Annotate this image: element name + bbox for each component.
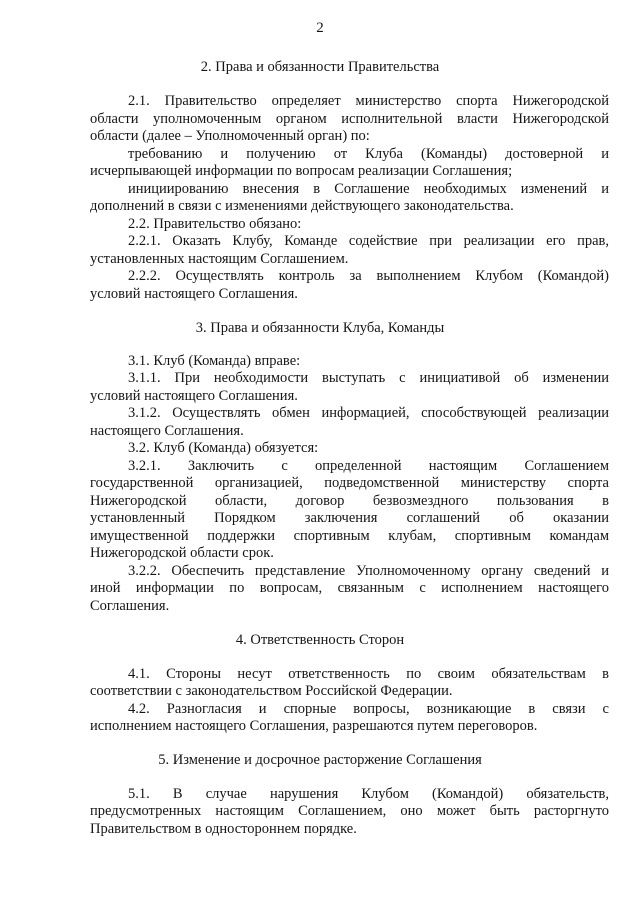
section-heading: 4. Ответственность Сторон	[235, 632, 405, 648]
text-line: 2.2. Правительство обязано:	[128, 216, 302, 232]
text-line: 3.1.2. Осуществлять обмен информацией, способствующей реализации	[128, 405, 609, 421]
text-line: государственной организацией, подведомственной министерству спорта	[90, 475, 609, 491]
text-line: 3.2.1. Заключить с определенной настоящим Соглашением	[128, 458, 609, 474]
section-heading: 3. Права и обязанности Клуба, Команды	[195, 320, 445, 336]
text-line: условий настоящего Соглашения.	[90, 286, 298, 302]
text-line: 3.1.1. При необходимости выступать с инициативой об изменении	[128, 370, 609, 386]
text-line: настоящего Соглашения.	[90, 423, 244, 439]
page-number: 2	[316, 20, 324, 36]
text-line: установленных настоящим Соглашением.	[90, 251, 349, 267]
text-line: области (далее – Уполномоченный орган) по:	[90, 128, 370, 144]
text-line: дополнений в связи с изменениями действующего законодательства.	[90, 198, 514, 214]
text-line: предусмотренных настоящим Соглашением, оно может быть расторгнуто	[90, 803, 609, 819]
text-line: 3.1. Клуб (Команда) вправе:	[128, 353, 301, 369]
text-line: соответствии с законодательством Российской Федерации.	[90, 683, 453, 699]
section-heading: 5. Изменение и досрочное расторжение Соглашения	[158, 752, 482, 768]
text-line: области уполномоченным органом исполнительной власти Нижегородской	[90, 111, 609, 127]
text-line: 2.2.2. Осуществлять контроль за выполнением Клубом (Командой)	[128, 268, 609, 284]
text-line: условий настоящего Соглашения.	[90, 388, 298, 404]
text-line: требованию и получению от Клуба (Команды) достоверной и	[128, 146, 609, 162]
text-line: 3.2.2. Обеспечить представление Уполномоченному органу сведений и	[128, 563, 609, 579]
text-line: 5.1. В случае нарушения Клубом (Командой) обязательств,	[128, 786, 609, 802]
text-line: 4.2. Разногласия и спорные вопросы, возникающие в связи с	[128, 701, 609, 717]
text-line: 2.1. Правительство определяет министерство спорта Нижегородской	[128, 93, 609, 109]
text-line: Нижегородской области срок.	[90, 545, 274, 561]
text-line: установленный Порядком заключения соглашений об оказании	[90, 510, 609, 526]
text-line: 4.1. Стороны несут ответственность по своим обязательствам в	[128, 666, 609, 682]
text-line: иной информации по вопросам, связанным с исполнением настоящего	[90, 580, 609, 596]
text-line: имущественной поддержки спортивным клубам, спортивным командам	[90, 528, 609, 544]
text-line: Правительством в одностороннем порядке.	[90, 821, 357, 837]
text-line: 2.2.1. Оказать Клубу, Команде содействие при реализации его прав,	[128, 233, 609, 249]
text-line: исполнением настоящего Соглашения, разрешаются путем переговоров.	[90, 718, 538, 734]
text-line: исчерпывающей информации по вопросам реализации Соглашения;	[90, 163, 513, 179]
text-line: Нижегородской области, договор безвозмездного пользования в	[90, 493, 609, 509]
section-heading: 2. Права и обязанности Правительства	[200, 59, 440, 75]
text-line: Соглашения.	[90, 598, 170, 614]
text-line: 3.2. Клуб (Команда) обязуется:	[128, 440, 319, 456]
text-line: инициированию внесения в Соглашение необходимых изменений и	[128, 181, 609, 197]
